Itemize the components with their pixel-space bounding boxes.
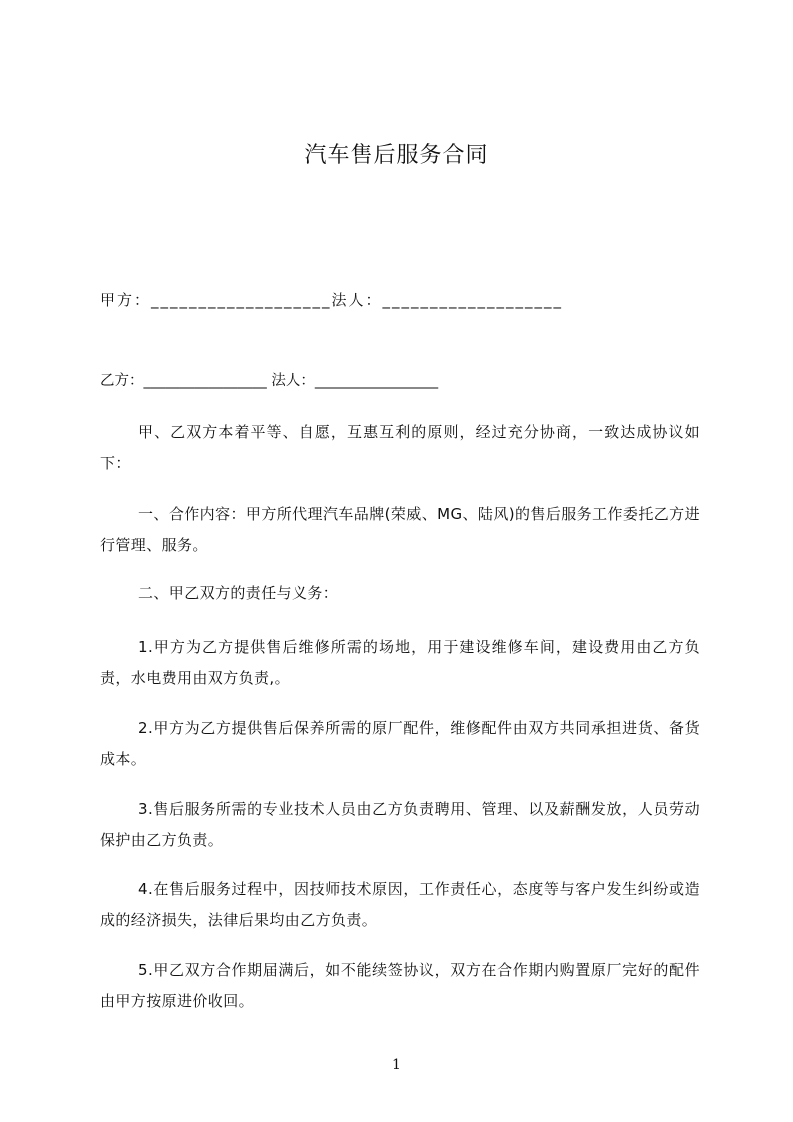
paragraph-clause-5: 5.甲乙双方合作期届满后，如不能续签协议，双方在合作期内购置原厂完好的配件由甲方按原进价收回。 [100,961,700,1010]
paragraph-clause-4: 4.在售后服务过程中，因技师技术原因，工作责任心，态度等与客户发生纠纷或造成的经济损失，法律后果均由乙方负责。 [100,880,700,929]
page-number: 1 [392,1057,401,1073]
paragraph-clause-3: 3.售后服务所需的专业技术人员由乙方负责聘用、管理、以及薪酬发放，人员劳动保护由乙方负责。 [100,800,700,849]
paragraph-responsibilities-heading: 二、甲乙双方的责任与义务： [138,584,339,602]
paragraph-clause-1: 1.甲方为乙方提供售后维修所需的场地，用于建设维修车间，建设费用由乙方负责，水电费用由双方负责,。 [100,638,700,687]
paragraph-preamble: 甲、乙双方本着平等、自愿，互惠互利的原则，经过充分协商，一致达成协议如下： [100,423,700,472]
paragraph-cooperation-content: 一、合作内容：甲方所代理汽车品牌(荣威、MG、陆风)的售后服务工作委托乙方进行管理、服务。 [100,505,700,554]
party-b-line: 乙方：_________________ 法人：_________________ [100,373,439,389]
paragraph-clause-2: 2.甲方为乙方提供售后保养所需的原厂配件，维修配件由双方共同承担进货、备货成本。 [100,719,700,768]
party-a-line: 甲方：___________________法人：___________________ [100,291,564,309]
document-title: 汽车售后服务合同 [304,143,489,168]
